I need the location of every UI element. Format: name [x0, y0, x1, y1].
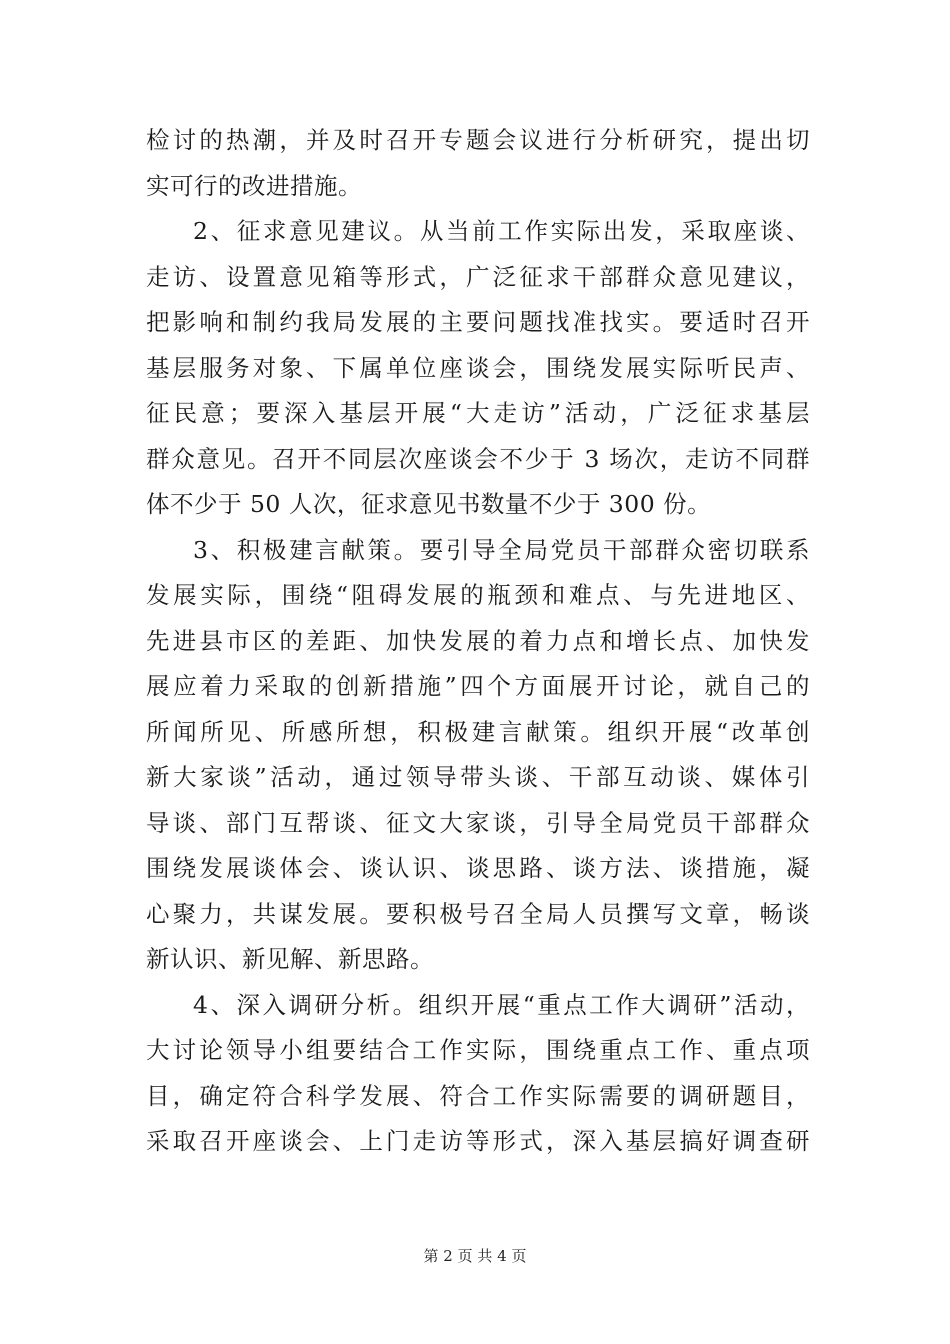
text-line: 实可行的改进措施。 — [146, 171, 362, 200]
text-line: 3、积极建言献策。要引导全局党员干部群众密切联系 — [193, 535, 810, 564]
document-body — [146, 118, 810, 1165]
text-line: 把影响和制约我局发展的主要问题找准找实。要适时召开 — [146, 308, 810, 336]
text-line: 发展实际，围绕“阻碍发展的瓶颈和难点、与先进地区、 — [146, 581, 810, 609]
text-line: 目，确定符合科学发展、符合工作实际需要的调研题目， — [146, 1081, 810, 1110]
text-line: 展应着力采取的创新措施”四个方面展开讨论，就自己的 — [146, 672, 810, 700]
text-line: 大讨论领导小组要结合工作实际，围绕重点工作、重点项 — [146, 1036, 810, 1064]
text-line: 采取召开座谈会、上门走访等形式，深入基层搞好调查研 — [146, 1127, 810, 1155]
text-line: 群众意见。召开不同层次座谈会不少于 3 场次，走访不同群 — [146, 444, 810, 473]
text-line: 所闻所见、所感所想，积极建言献策。组织开展“改革创 — [146, 717, 810, 746]
text-line: 围绕发展谈体会、谈认识、谈思路、谈方法、谈措施，凝 — [146, 854, 810, 882]
text-line: 心聚力，共谋发展。要积极号召全局人员撰写文章，畅谈 — [146, 899, 810, 928]
text-line: 检讨的热潮，并及时召开专题会议进行分析研究，提出切 — [146, 126, 810, 154]
text-line: 新大家谈”活动，通过领导带头谈、干部互动谈、媒体引 — [146, 763, 810, 791]
text-line: 征民意；要深入基层开展“大走访”活动，广泛征求基层 — [146, 399, 810, 427]
text-line: 基层服务对象、下属单位座谈会，围绕发展实际听民声、 — [146, 353, 810, 382]
page-footer: 第 2 页 共 4 页 — [423, 1247, 527, 1265]
text-line: 新认识、新见解、新思路。 — [146, 945, 434, 973]
text-line: 2、征求意见建议。从当前工作实际出发，采取座谈、 — [193, 217, 810, 245]
text-line: 体不少于 50 人次，征求意见书数量不少于 300 份。 — [146, 490, 712, 518]
text-line: 导谈、部门互帮谈、征文大家谈，引导全局党员干部群众 — [146, 808, 810, 837]
text-line: 4、深入调研分析。组织开展“重点工作大调研”活动， — [193, 990, 810, 1019]
text-line: 走访、设置意见箱等形式，广泛征求干部群众意见建议， — [146, 262, 810, 291]
text-line: 先进县市区的差距、加快发展的着力点和增长点、加快发 — [146, 626, 810, 655]
